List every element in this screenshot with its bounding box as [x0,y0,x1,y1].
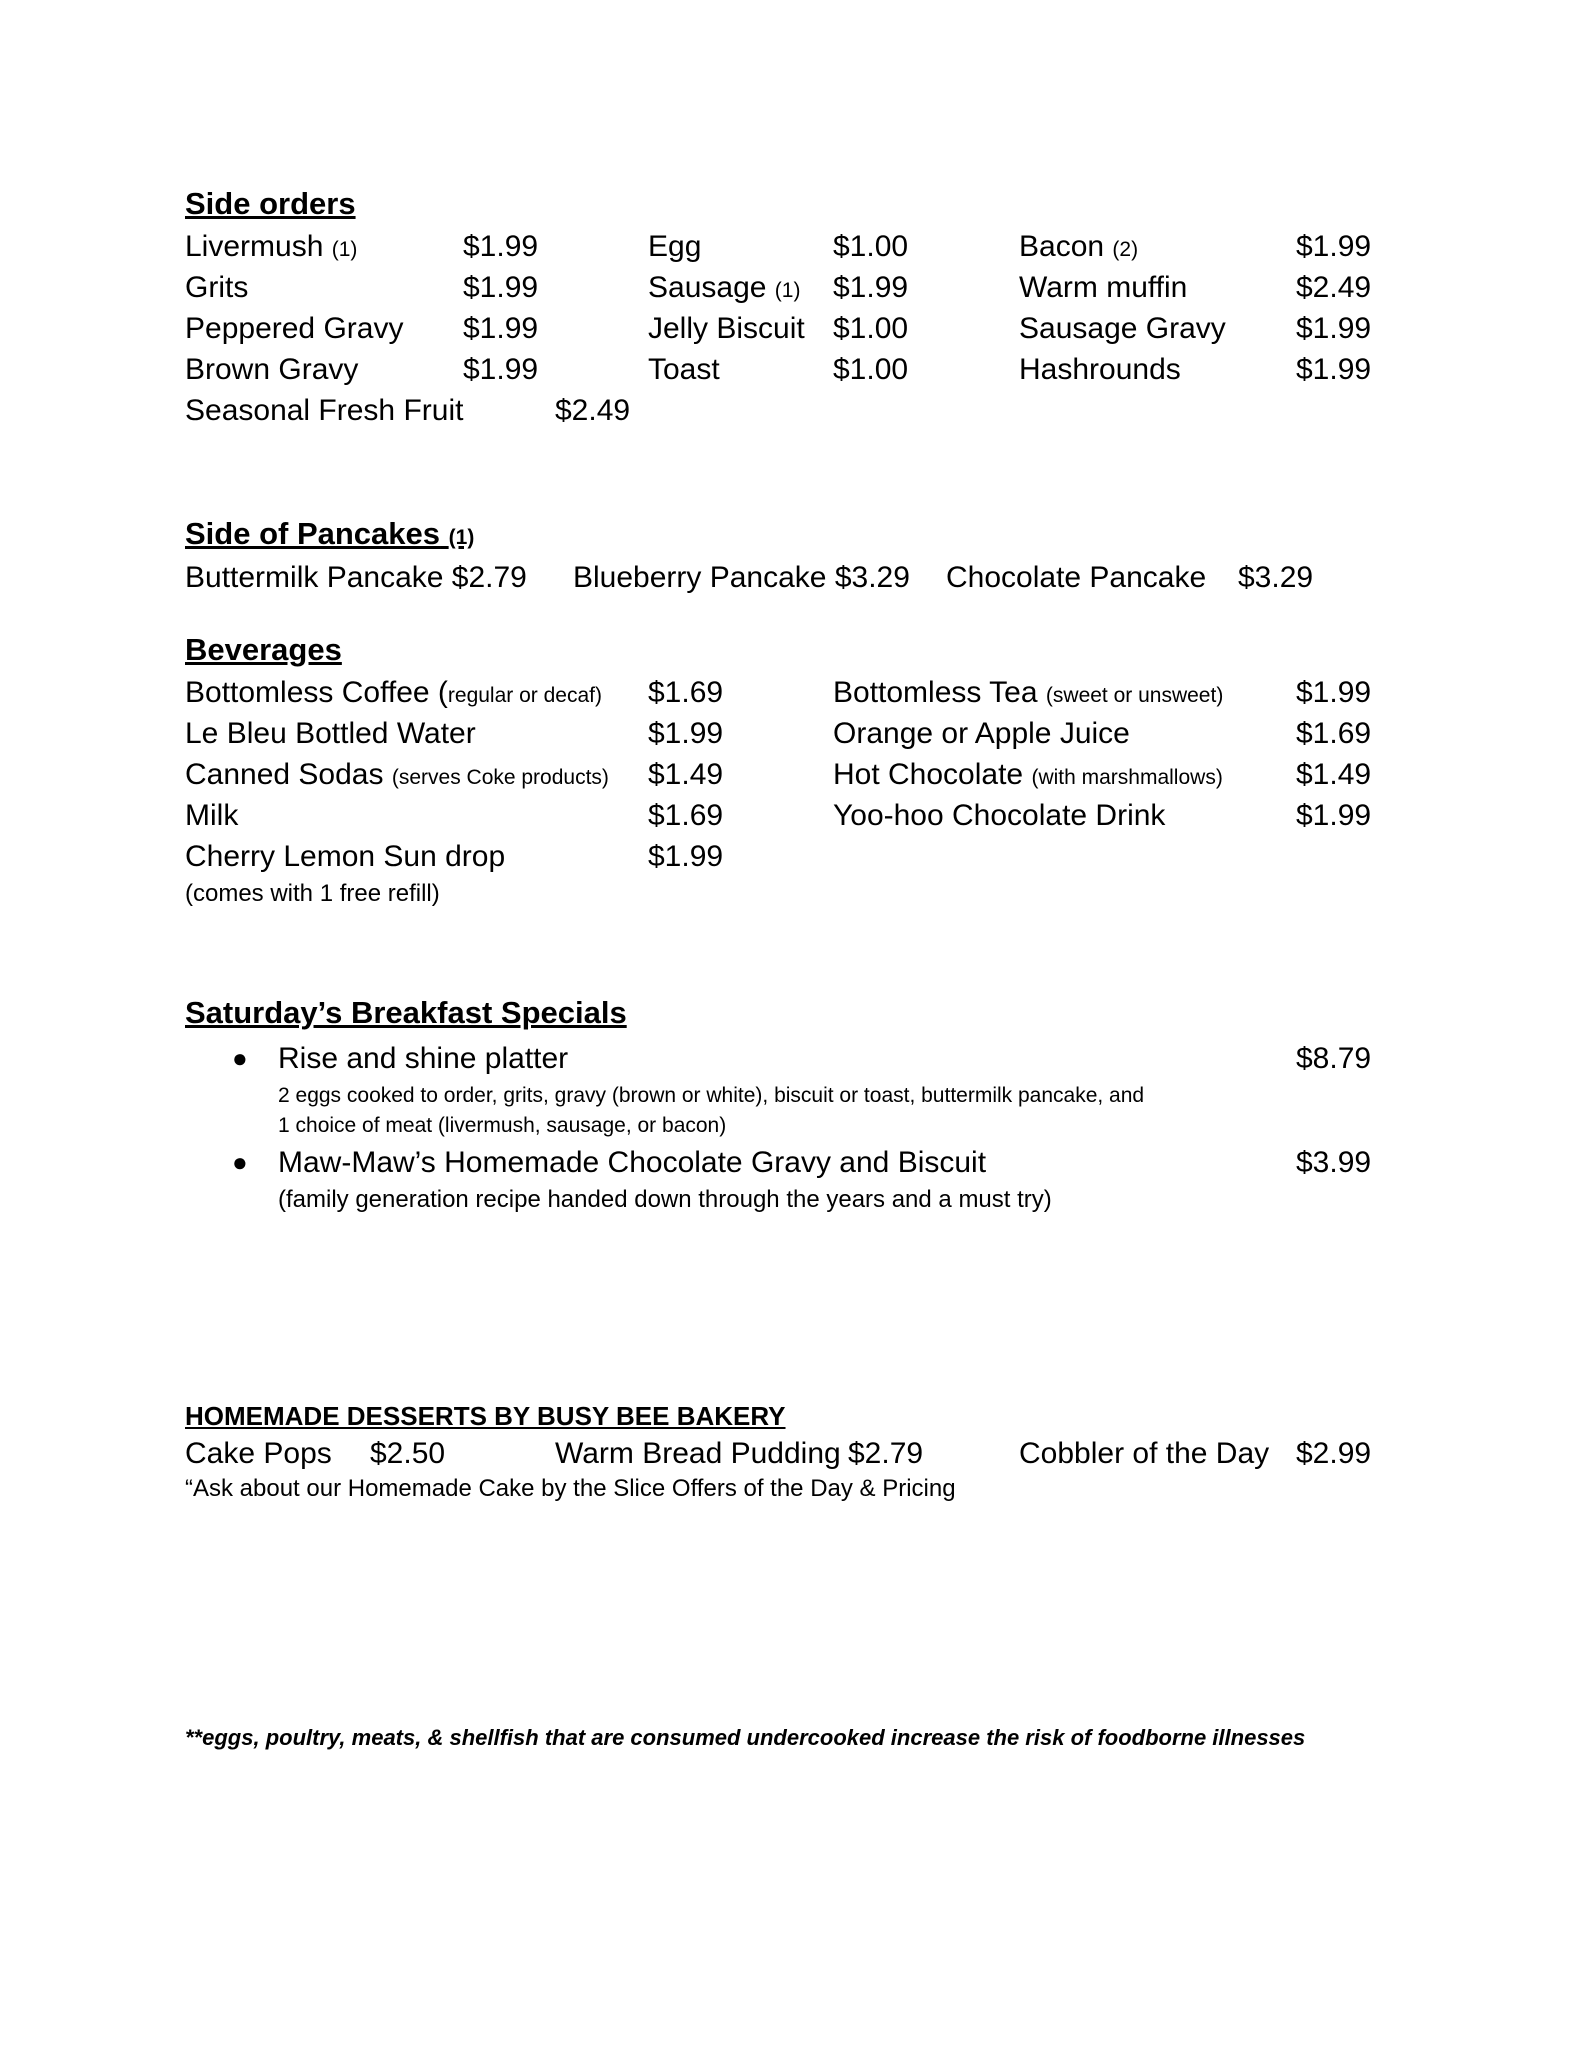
menu-item-price: $1.99 [1296,230,1372,263]
menu-item-name: Brown Gravy [185,353,359,386]
menu-item: Blueberry Pancake $3.29 [573,561,910,594]
menu-item-name: Warm Bread Pudding [555,1437,841,1470]
special-item-name: Rise and shine platter [278,1042,569,1075]
special-item-description: 1 choice of meat (livermush, sausage, or bacon) [278,1114,727,1137]
menu-item-name: Cherry Lemon Sun drop [185,840,506,873]
menu-item: Buttermilk Pancake $2.79 [185,561,527,594]
menu-item-price: $1.99 [1296,676,1372,709]
menu-item-price: $1.00 [833,353,909,386]
special-item-price: $8.79 [1296,1042,1372,1075]
menu-item-name: Bottomless Coffee (regular or decaf) [185,676,602,709]
menu-item-name: Cobbler of the Day [1019,1437,1270,1470]
menu-item-price: $1.99 [463,271,539,304]
special-item-name: Maw-Maw’s Homemade Chocolate Gravy and Biscuit [278,1146,987,1179]
beverages-heading: Beverages [185,632,342,667]
refill-note: (comes with 1 free refill) [185,880,440,907]
menu-item-price: $1.49 [648,758,724,791]
menu-item-name: Yoo-hoo Chocolate Drink [833,799,1166,832]
menu-item-price: $2.49 [1296,271,1372,304]
menu-item-name: Orange or Apple Juice [833,717,1130,750]
menu-item-price: $3.29 [1238,561,1314,594]
menu-item-name: Bottomless Tea (sweet or unsweet) [833,676,1224,709]
menu-item-name: Toast [648,353,720,386]
menu-item-price: $1.99 [1296,353,1372,386]
menu-item-name: Canned Sodas (serves Coke products) [185,758,609,791]
menu-item-name: Egg [648,230,702,263]
menu-item-name: Grits [185,271,249,304]
menu-item-name: Warm muffin [1019,271,1188,304]
special-item-price: $3.99 [1296,1146,1372,1179]
desserts-heading: HOMEMADE DESSERTS BY BUSY BEE BAKERY [185,1401,786,1431]
menu-item-price: $1.69 [648,676,724,709]
menu-item-name: Hot Chocolate (with marshmallows) [833,758,1223,791]
menu-item-price: $1.49 [1296,758,1372,791]
menu-item-price: $1.99 [648,840,724,873]
bullet-icon: ● [232,1147,248,1177]
special-item-description: 2 eggs cooked to order, grits, gravy (brown or white), biscuit or toast, buttermilk pancake, and [278,1084,1145,1107]
menu-item-price: $2.49 [555,394,631,427]
menu-item-price: $1.99 [833,271,909,304]
menu-item-name: Chocolate Pancake [946,561,1207,594]
special-item-description: (family generation recipe handed down through the years and a must try) [278,1186,1052,1213]
bullet-icon: ● [232,1043,248,1073]
menu-item-name: Seasonal Fresh Fruit [185,394,464,427]
menu-item-price: $1.99 [1296,312,1372,345]
pancakes-heading: Side of Pancakes (1) [185,516,475,551]
desserts-note: “Ask about our Homemade Cake by the Slice Offers of the Day & Pricing [185,1475,956,1502]
menu-item-price: $1.69 [648,799,724,832]
menu-item-price: $1.69 [1296,717,1372,750]
menu-item-price: $1.99 [648,717,724,750]
menu-item-price: $1.99 [463,353,539,386]
food-safety-warning: **eggs, poultry, meats, & shellfish that are consumed undercooked increase the risk of foodborne illnesses [185,1725,1306,1750]
menu-item-name: Hashrounds [1019,353,1181,386]
menu-item-price: $1.99 [463,230,539,263]
menu-item-price: $1.99 [1296,799,1372,832]
menu-item-name: Sausage Gravy [1019,312,1226,345]
menu-item-name: Sausage (1) [648,271,801,304]
menu-item-name: Bacon (2) [1019,230,1139,263]
menu-item-price: $1.00 [833,230,909,263]
menu-item-price: $1.00 [833,312,909,345]
menu-item-name: Jelly Biscuit [648,312,805,345]
side-orders-heading: Side orders [185,186,356,221]
menu-item-price: $2.50 [370,1437,446,1470]
menu-item-name: Livermush (1) [185,230,358,263]
menu-item-price: $1.99 [463,312,539,345]
menu-item-name: Milk [185,799,239,832]
menu-item-name: Cake Pops [185,1437,332,1470]
specials-heading: Saturday’s Breakfast Specials [185,995,627,1030]
menu-item-name: Peppered Gravy [185,312,404,345]
menu-item-name: Le Bleu Bottled Water [185,717,476,750]
menu-item-price: $2.99 [1296,1437,1372,1470]
menu-item-price: $2.79 [848,1437,924,1470]
